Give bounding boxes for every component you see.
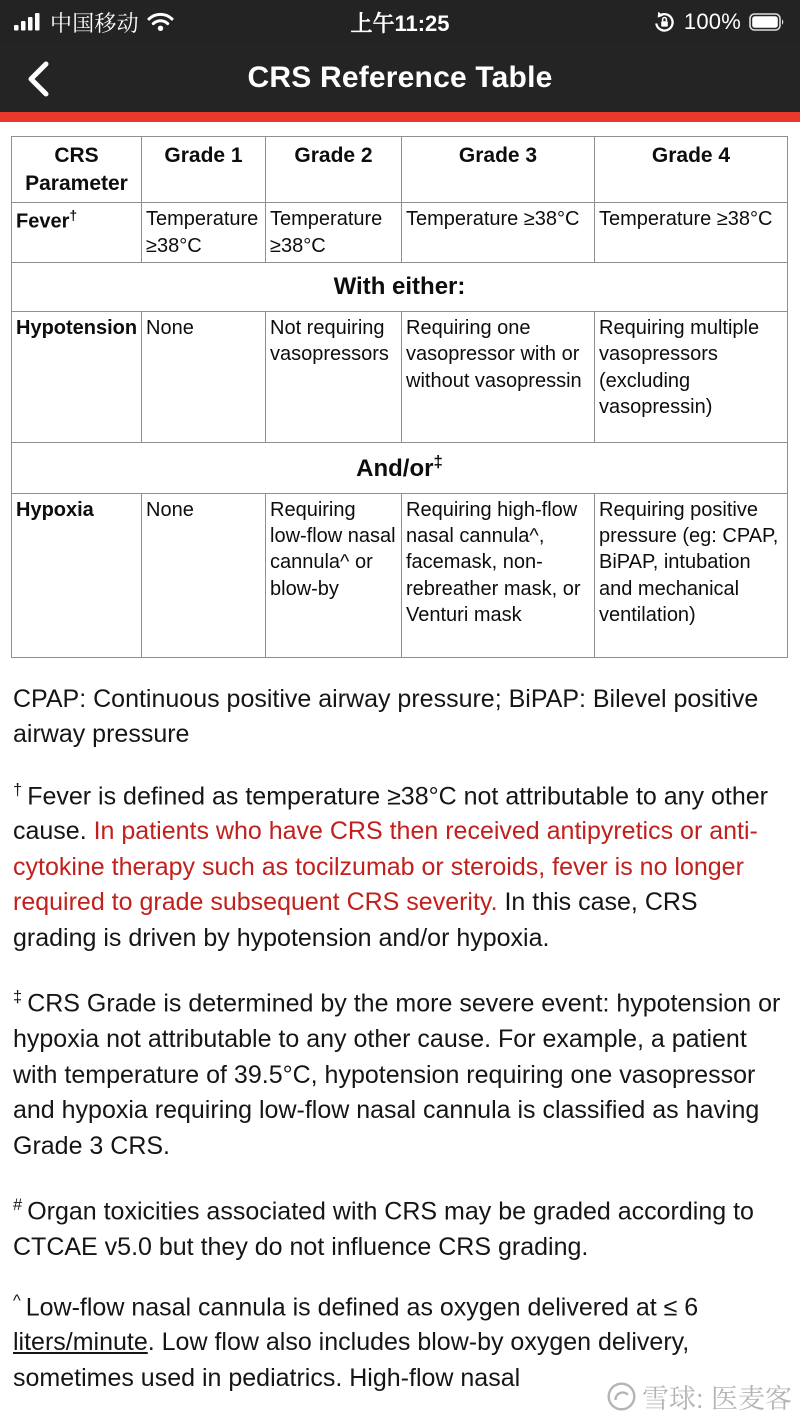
footnote-lowflow-text-post: . Low flow also includes blow-by oxygen <box>147 1328 598 1357</box>
battery-icon <box>749 13 786 31</box>
footnote-abbreviations: CPAP: Continuous positive airway pressure; BiPAP: Bilevel positive airway pressure <box>13 684 759 749</box>
header-cell-grade-1: Grade 1 <box>142 137 266 203</box>
footnote-organ-toxicities <box>13 1194 787 1265</box>
table-row-hypotension <box>12 311 788 442</box>
double-dagger-marker: ‡ <box>13 988 23 1007</box>
crs-grading-table <box>11 136 788 658</box>
footnote-fever-definition <box>13 779 787 957</box>
hypoxia-grade1-cell: None <box>142 493 266 657</box>
hypotension-grade4-cell: Requiring multiple vasopressors (excluding vasopressin) <box>595 311 788 442</box>
wifi-icon <box>147 12 174 32</box>
footnote-low-flow-definition <box>13 1290 787 1397</box>
table-header-row <box>12 137 788 203</box>
carrier-label: 中国移动 <box>50 10 139 36</box>
nav-bar <box>0 44 800 112</box>
hypoxia-grade4-cell: Requiring positive pressure (eg: CPAP, BiPAP, intubation and mechanical ventilation) <box>595 493 788 657</box>
and-or-double-dagger-marker: ‡ <box>433 451 443 471</box>
header-cell-grade-2: Grade 2 <box>266 137 402 203</box>
status-bar <box>0 0 800 44</box>
footnote-lowflow-text-pre: Low-flow nasal cannula is defined as oxygen delivered at ≤ 6 <box>25 1292 699 1321</box>
footnote-grade-determination <box>13 986 787 1164</box>
table-row-fever <box>12 203 788 263</box>
back-button[interactable] <box>26 60 50 98</box>
caret-marker: ^ <box>13 1291 21 1310</box>
table-row-with-either <box>12 263 788 312</box>
hash-marker: # <box>13 1196 23 1215</box>
footnote-organ-text: Organ toxicities associated with CRS may be graded according to CTCAE v5.0 but they do not influence CRS grading. <box>13 1197 754 1262</box>
dagger-marker: † <box>13 780 23 799</box>
page-title: CRS Reference Table <box>247 61 553 94</box>
clock-label: 上午11:25 <box>350 10 450 36</box>
fever-grade4-cell: Temperature ≥38°C <box>595 203 788 263</box>
hypoxia-grade2-cell: Requiring low-flow nasal cannula^ or blow-by <box>266 493 402 657</box>
footnote-fever-text-red: In patients who have CRS then received antipyretics or anti-cytokine therapy such as tocilzumab or steroids, fever is no longer required to grade subsequent CRS severity. <box>13 817 758 917</box>
main-content <box>0 122 800 1396</box>
battery-percent-label: 100% <box>683 9 741 34</box>
header-cell-grade-3: Grade 3 <box>402 137 595 203</box>
footnotes-section <box>11 682 789 1397</box>
fever-grade2-cell: Temperature ≥38°C <box>266 203 402 263</box>
fever-param-cell: Fever† <box>12 203 142 263</box>
fever-dagger-marker: † <box>69 207 78 224</box>
hypoxia-grade3-cell: Requiring high-flow nasal cannula^, facemask, non-rebreather mask, or Venturi mask <box>402 493 595 657</box>
accent-red-strip <box>0 112 800 122</box>
signal-strength-icon <box>14 13 42 31</box>
hypotension-param-cell: Hypotension <box>12 311 142 442</box>
footnote-fever-text-black1: Fever is defined as temperature ≥38°C not attributable to any other cause. <box>13 781 768 846</box>
table-row-and-or <box>12 442 788 493</box>
fever-grade3-cell: Temperature ≥38°C <box>402 203 595 263</box>
hypoxia-param-cell: Hypoxia <box>12 493 142 657</box>
rotation-lock-icon <box>652 10 676 34</box>
watermark-label: 雪球: 医麦客 <box>641 1384 792 1414</box>
header-cell-crs-parameter: CRS Parameter <box>12 137 142 203</box>
header-cell-grade-4: Grade 4 <box>595 137 788 203</box>
fever-grade1-cell: Temperature ≥38°C <box>142 203 266 263</box>
and-or-cell: And/or‡ <box>12 442 788 493</box>
table-row-hypoxia <box>12 493 788 657</box>
footnote-fever-text-black2: In this case, CRS grading is driven by hypotension and/or hypoxia. <box>13 888 698 952</box>
hypotension-grade1-cell: None <box>142 311 266 442</box>
footnote-grade-text: CRS Grade is determined by the more severe event: hypotension or hypoxia not attributable to any other cause. For example, a patient with temperature of 39.5°C, hypotension requiring one vasopressor and hypoxia requiring low-flow nasal cannula is classified as having Grade 3 CRS. <box>13 989 781 1160</box>
hypotension-grade2-cell: Not requiring vasopressors <box>266 311 402 442</box>
liters-per-minute-link[interactable]: liters/minute <box>13 1328 148 1357</box>
footnote-lowflow-text-cutoff: delivery, sometimes used in pediatrics. High-flow nasal <box>13 1328 690 1392</box>
with-either-cell: With either: <box>12 263 788 312</box>
hypotension-grade3-cell: Requiring one vasopressor with or without vasopressin <box>402 311 595 442</box>
